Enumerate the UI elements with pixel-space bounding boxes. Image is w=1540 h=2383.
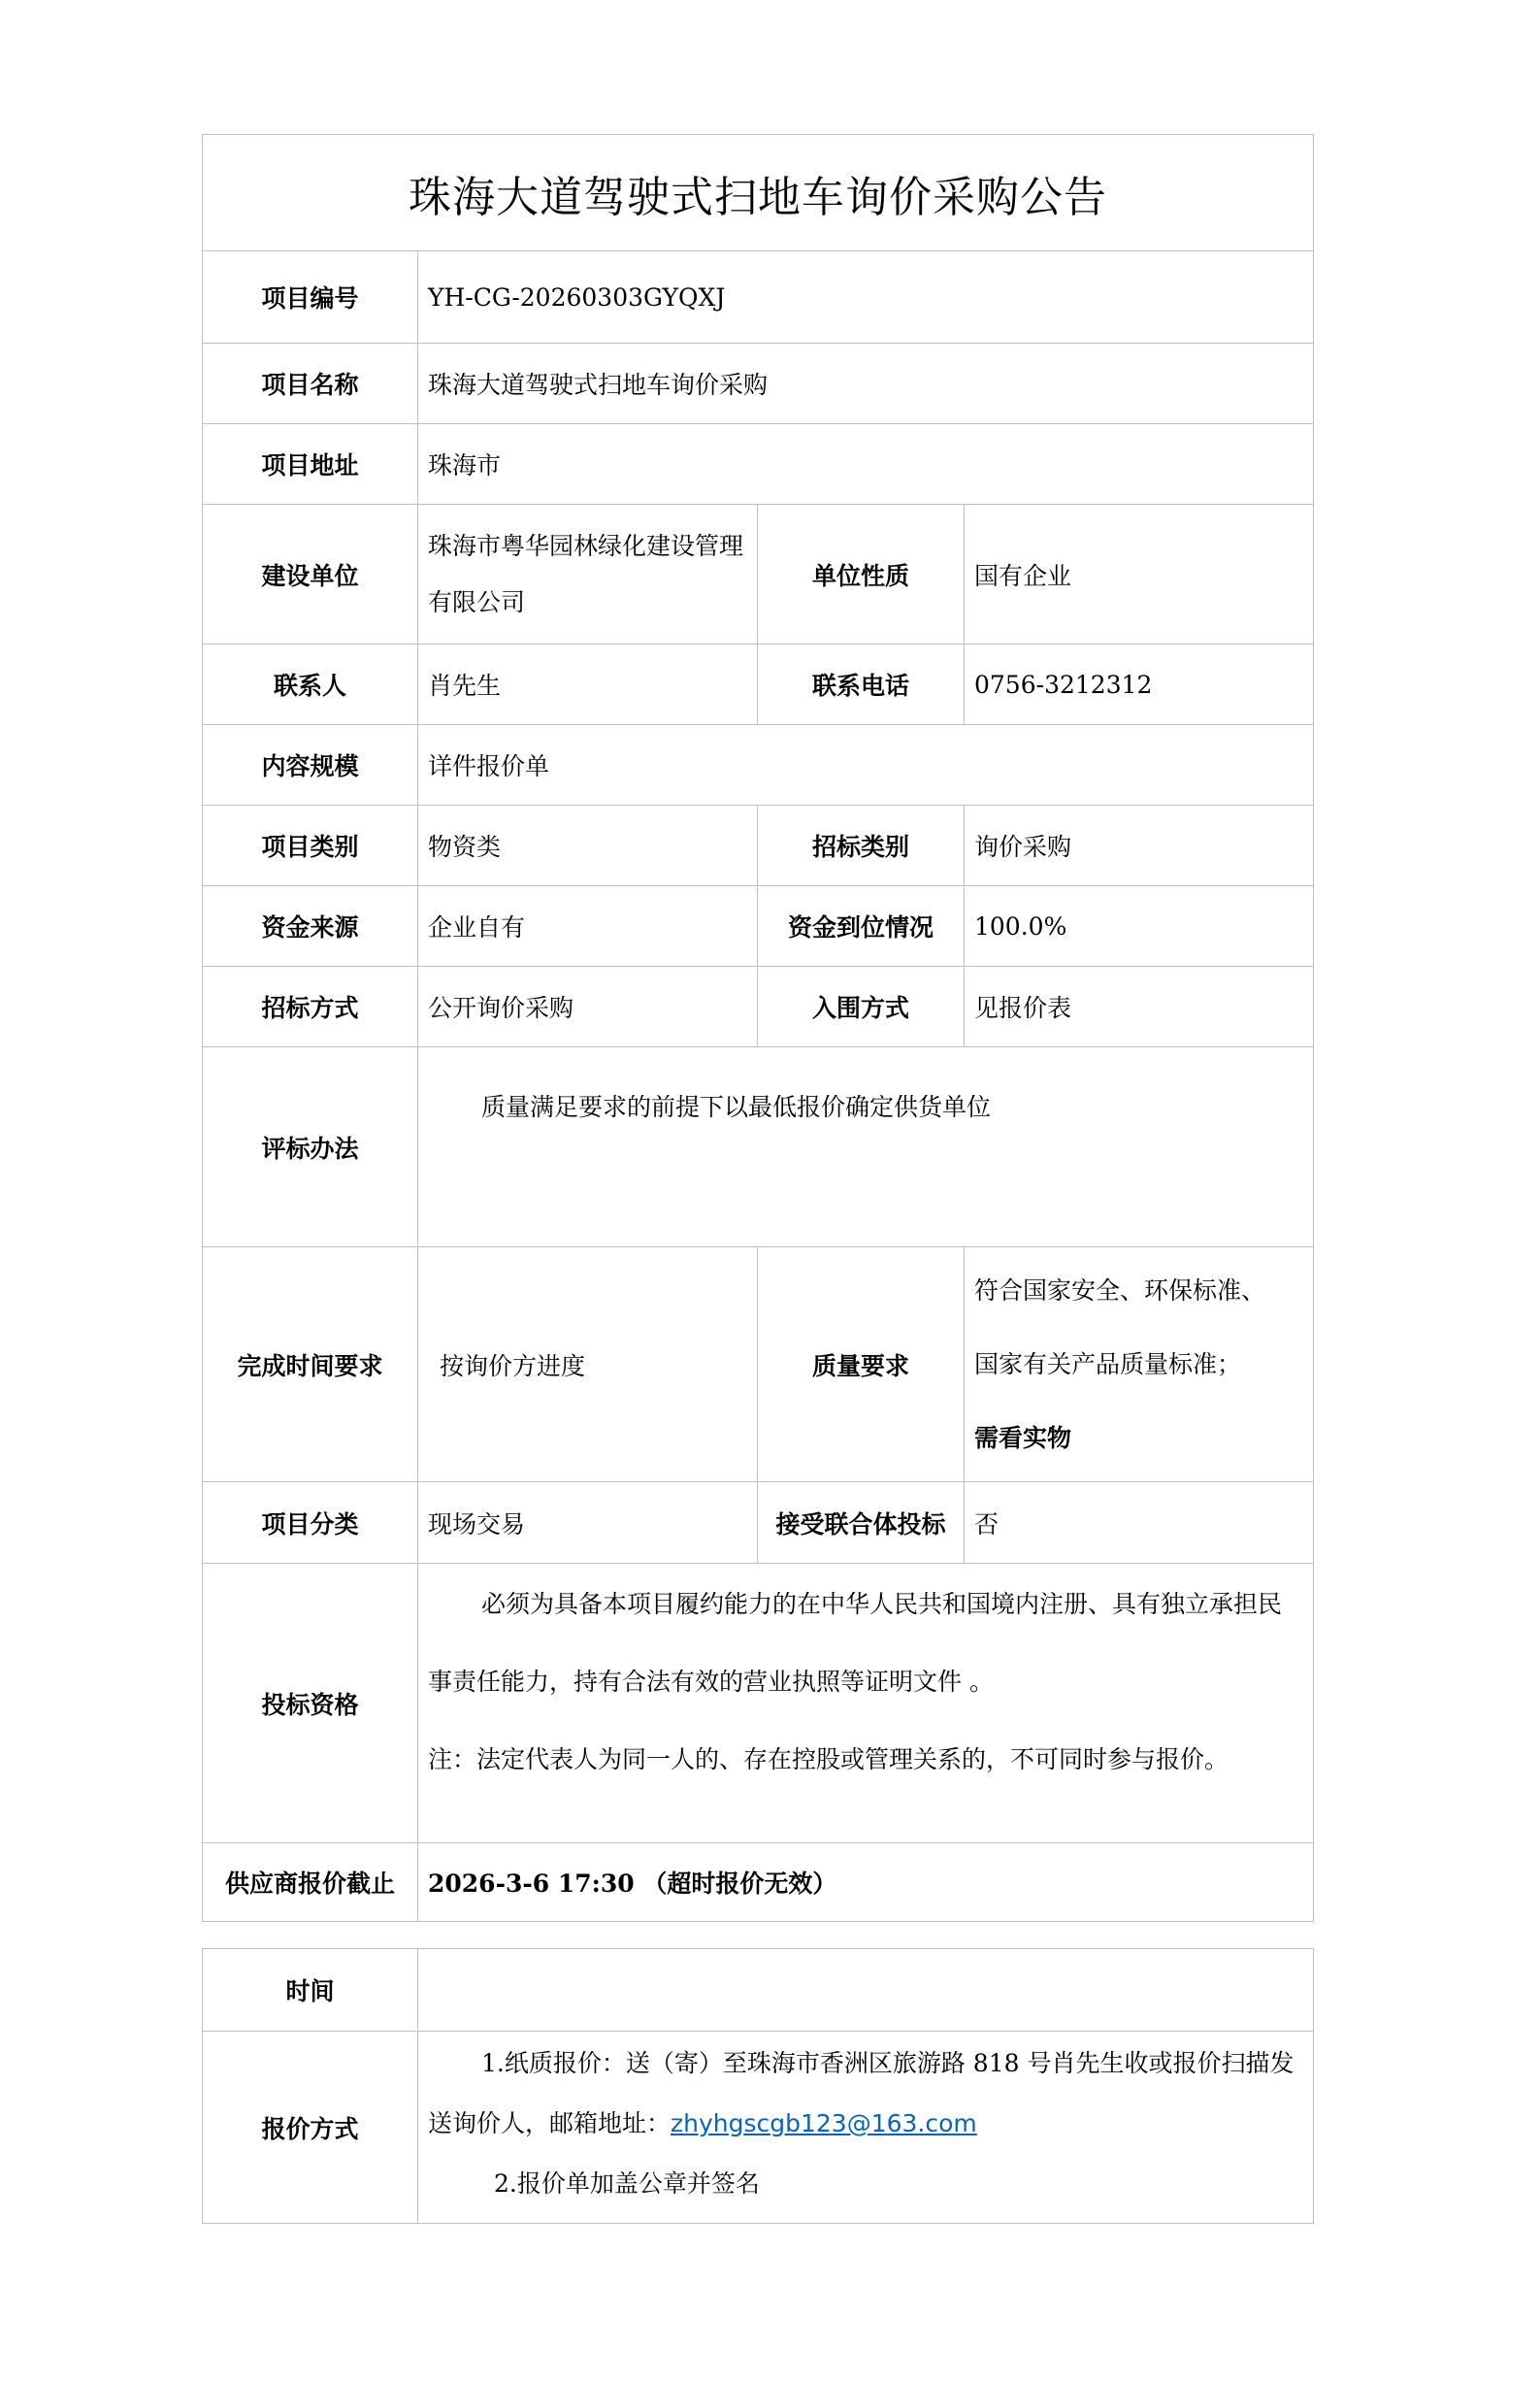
consortium-value: 否 bbox=[965, 1482, 1314, 1564]
quality-line-1: 符合国家安全、环保标准、 bbox=[974, 1275, 1266, 1305]
quote-method-label: 报价方式 bbox=[203, 2032, 418, 2224]
fund-status-label: 资金到位情况 bbox=[758, 886, 965, 967]
quote-table bbox=[202, 1948, 1314, 2224]
time-label: 时间 bbox=[203, 1949, 418, 2032]
qualification-para-2: 注：法定代表人为同一人的、存在控股或管理关系的，不可同时参与报价。 bbox=[428, 1745, 1229, 1773]
project-name-label: 项目名称 bbox=[203, 344, 418, 424]
evaluation-value: 质量满足要求的前提下以最低报价确定供货单位 bbox=[481, 1093, 992, 1121]
contact-value: 肖先生 bbox=[418, 645, 758, 725]
deadline-label: 供应商报价截止 bbox=[203, 1843, 418, 1922]
quality-label: 质量要求 bbox=[758, 1247, 965, 1482]
phone-label: 联系电话 bbox=[758, 645, 965, 725]
quality-line-2: 国家有关产品质量标准； bbox=[974, 1349, 1242, 1378]
project-no-label: 项目编号 bbox=[203, 251, 418, 344]
bid-category-label: 招标类别 bbox=[758, 806, 965, 886]
fund-status-value: 100.0% bbox=[965, 886, 1314, 967]
project-no-value: YH-CG-20260303GYQXJ bbox=[418, 251, 1314, 344]
announcement-table bbox=[202, 134, 1314, 1922]
project-address-label: 项目地址 bbox=[203, 424, 418, 505]
bid-method-value: 公开询价采购 bbox=[418, 967, 758, 1047]
builder-label: 建设单位 bbox=[203, 505, 418, 645]
unit-nature-label: 单位性质 bbox=[758, 505, 965, 645]
completion-value: 按询价方进度 bbox=[418, 1247, 758, 1482]
consortium-label: 接受联合体投标 bbox=[758, 1482, 965, 1564]
classification-label: 项目分类 bbox=[203, 1482, 418, 1564]
quality-line-3: 需看实物 bbox=[974, 1423, 1072, 1452]
unit-nature-value: 国有企业 bbox=[965, 505, 1314, 645]
time-value bbox=[418, 1949, 1314, 2032]
quote-method-line-2: 2.报价单加盖公章并签名 bbox=[494, 2169, 760, 2198]
phone-value: 0756-3212312 bbox=[965, 645, 1314, 725]
classification-value: 现场交易 bbox=[418, 1482, 758, 1564]
contact-label: 联系人 bbox=[203, 645, 418, 725]
scope-value: 详件报价单 bbox=[418, 725, 1314, 806]
page-title: 珠海大道驾驶式扫地车询价采购公告 bbox=[203, 135, 1314, 251]
qualification-para-1: 必须为具备本项目履约能力的在中华人民共和国境内注册、具有独立承担民事责任能力，持有合法有效的营业执照等证明文件 。 bbox=[428, 1590, 1283, 1696]
quote-method-line-1: 1.纸质报价：送（寄）至珠海市香洲区旅游路 818 号肖先生收或报价扫描发送询价人，邮箱地址： bbox=[428, 2049, 1294, 2137]
bid-method-label: 招标方式 bbox=[203, 967, 418, 1047]
category-value: 物资类 bbox=[418, 806, 758, 886]
qualification-label: 投标资格 bbox=[203, 1564, 418, 1843]
category-label: 项目类别 bbox=[203, 806, 418, 886]
deadline-value: 2026-3-6 17:30 （超时报价无效） bbox=[418, 1843, 1314, 1922]
evaluation-label: 评标办法 bbox=[203, 1047, 418, 1247]
builder-value: 珠海市粤华园林绿化建设管理有限公司 bbox=[418, 505, 758, 645]
fund-source-label: 资金来源 bbox=[203, 886, 418, 967]
fund-source-value: 企业自有 bbox=[418, 886, 758, 967]
shortlist-value: 见报价表 bbox=[965, 967, 1314, 1047]
scope-label: 内容规模 bbox=[203, 725, 418, 806]
bid-category-value: 询价采购 bbox=[965, 806, 1314, 886]
completion-label: 完成时间要求 bbox=[203, 1247, 418, 1482]
email-link[interactable]: zhyhgscgb123@163.com bbox=[671, 2109, 977, 2137]
project-address-value: 珠海市 bbox=[418, 424, 1314, 505]
shortlist-label: 入围方式 bbox=[758, 967, 965, 1047]
project-name-value: 珠海大道驾驶式扫地车询价采购 bbox=[418, 344, 1314, 424]
